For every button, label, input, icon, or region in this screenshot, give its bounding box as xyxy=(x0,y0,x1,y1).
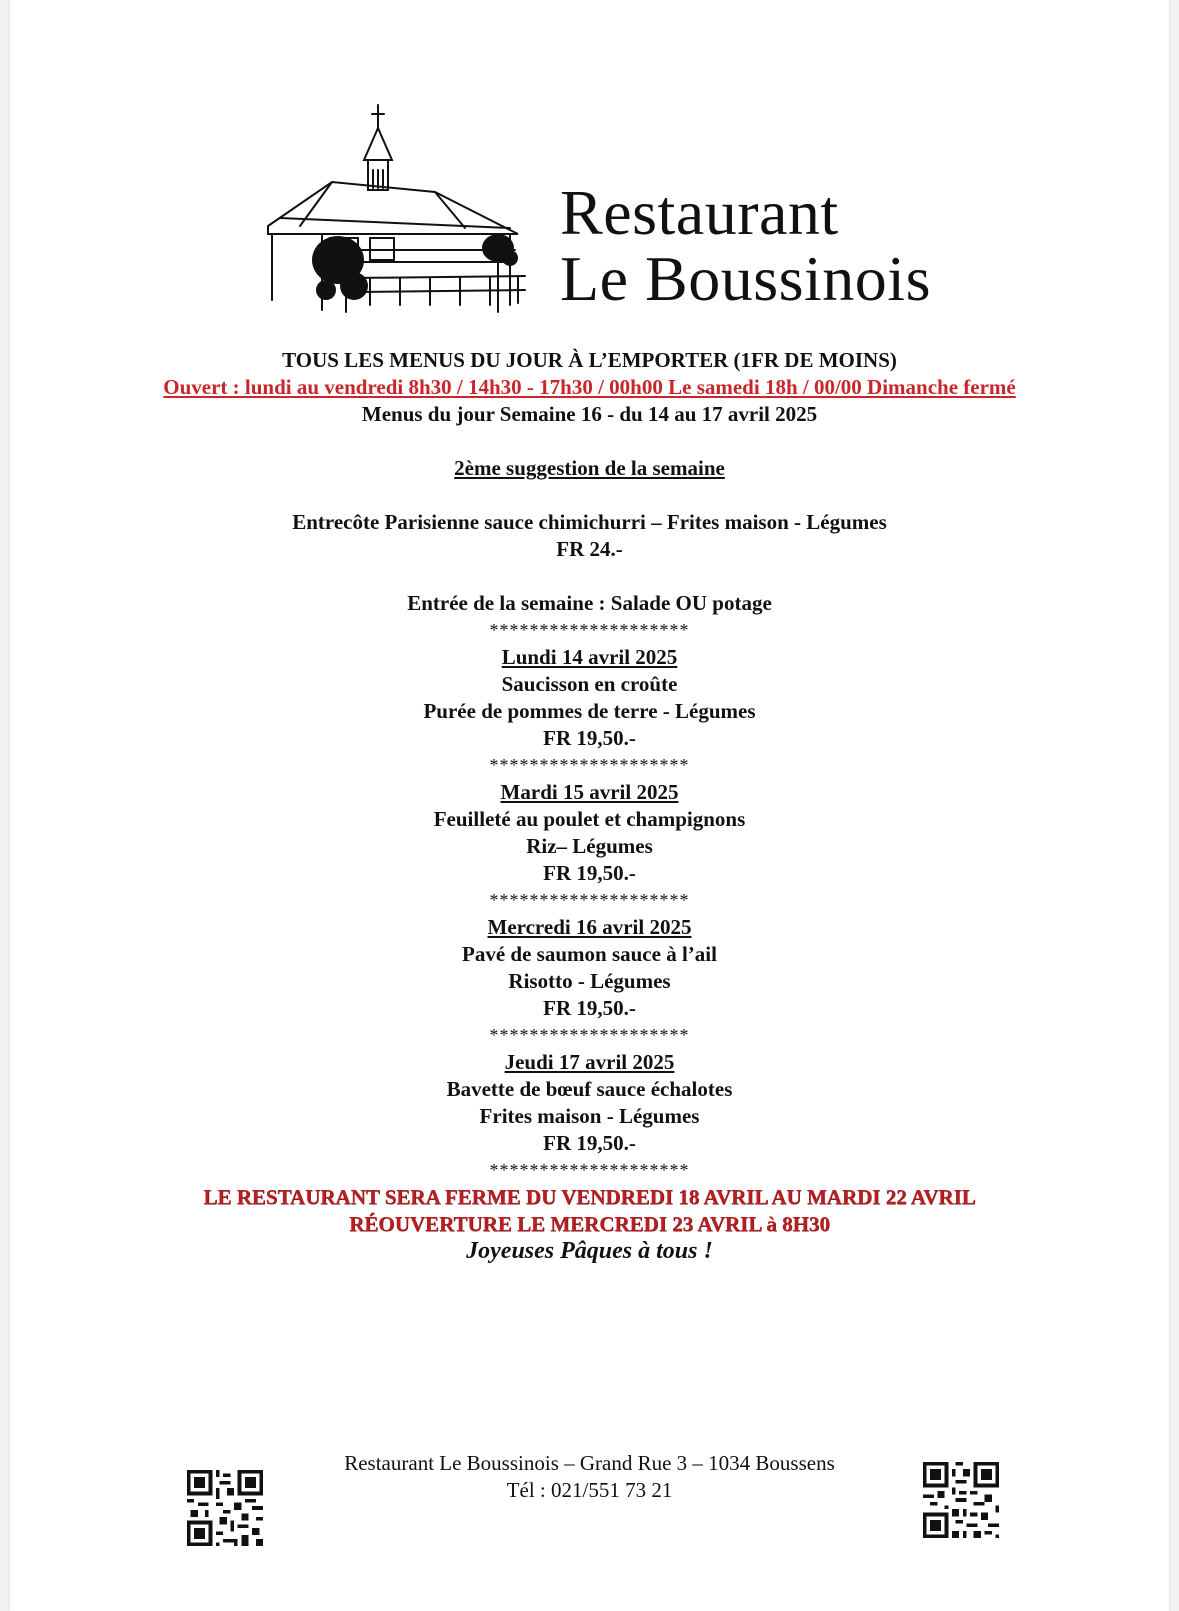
day-date: Mardi 15 avril 2025 xyxy=(500,780,679,804)
day-date: Mercredi 16 avril 2025 xyxy=(487,915,692,939)
separator: ******************** xyxy=(489,890,690,910)
week-title: Menus du jour Semaine 16 - du 14 au 17 avril 2025 xyxy=(361,402,818,426)
day-price: FR 19,50.- xyxy=(543,996,636,1020)
separator: ******************** xyxy=(489,1160,690,1180)
day-price: FR 19,50.- xyxy=(543,1131,636,1155)
spacer xyxy=(10,428,1169,455)
restaurant-name-line2: Le Boussinois xyxy=(560,243,931,314)
easter-greeting: Joyeuses Pâques à tous ! xyxy=(466,1238,713,1264)
footer-address: Restaurant Le Boussinois – Grand Rue 3 – 1034 Boussens xyxy=(344,1451,835,1475)
day-dish: Feuilleté au poulet et champignons xyxy=(433,807,746,831)
day-dish: Saucisson en croûte xyxy=(501,672,678,696)
closure-notice: LE RESTAURANT SERA FERME DU VENDREDI 18 AVRIL AU MARDI 22 AVRIL xyxy=(203,1185,976,1209)
day-date: Lundi 14 avril 2025 xyxy=(501,645,678,669)
day-menu-thursday xyxy=(10,1049,1169,1184)
day-sides: Purée de pommes de terre - Légumes xyxy=(423,699,756,723)
reopening-notice: RÉOUVERTURE LE MERCREDI 23 AVRIL à 8H30 xyxy=(349,1212,830,1236)
church-logo-icon xyxy=(260,100,540,330)
spacer xyxy=(10,563,1169,590)
suggestion-heading: 2ème suggestion de la semaine xyxy=(454,456,725,480)
day-dish: Pavé de saumon sauce à l’ail xyxy=(462,942,717,966)
spacer xyxy=(10,482,1169,509)
menu-page xyxy=(10,0,1169,1611)
qr-code-icon[interactable] xyxy=(923,1462,999,1538)
separator: ******************** xyxy=(489,620,690,640)
weekly-starter: Entrée de la semaine : Salade OU potage xyxy=(407,591,772,615)
day-menu-wednesday xyxy=(10,914,1169,1049)
qr-code-icon[interactable] xyxy=(187,1470,263,1546)
separator: ******************** xyxy=(489,1025,690,1045)
day-date: Jeudi 17 avril 2025 xyxy=(504,1050,675,1074)
day-menu-monday xyxy=(10,644,1169,779)
day-price: FR 19,50.- xyxy=(543,861,636,885)
suggestion-dish: Entrecôte Parisienne sauce chimichurri – Frites maison - Légumes xyxy=(292,510,887,534)
restaurant-name-line1: Restaurant xyxy=(560,177,839,248)
day-sides: Frites maison - Légumes xyxy=(479,1104,700,1128)
day-menu-tuesday xyxy=(10,779,1169,914)
opening-hours: Ouvert : lundi au vendredi 8h30 / 14h30 - 17h30 / 00h00 Le samedi 18h / 00/00 Dimanche fermé xyxy=(163,375,1016,399)
restaurant-name xyxy=(560,177,931,314)
restaurant-header xyxy=(260,100,940,330)
separator: ******************** xyxy=(489,755,690,775)
takeaway-notice: TOUS LES MENUS DU JOUR À L’EMPORTER (1FR DE MOINS) xyxy=(282,348,897,372)
day-price: FR 19,50.- xyxy=(543,726,636,750)
footer-phone: Tél : 021/551 73 21 xyxy=(506,1478,673,1502)
day-sides: Riz– Légumes xyxy=(526,834,653,858)
day-dish: Bavette de bœuf sauce échalotes xyxy=(446,1077,733,1101)
menu-content xyxy=(10,347,1169,1265)
day-sides: Risotto - Légumes xyxy=(508,969,671,993)
suggestion-price: FR 24.- xyxy=(556,537,623,561)
